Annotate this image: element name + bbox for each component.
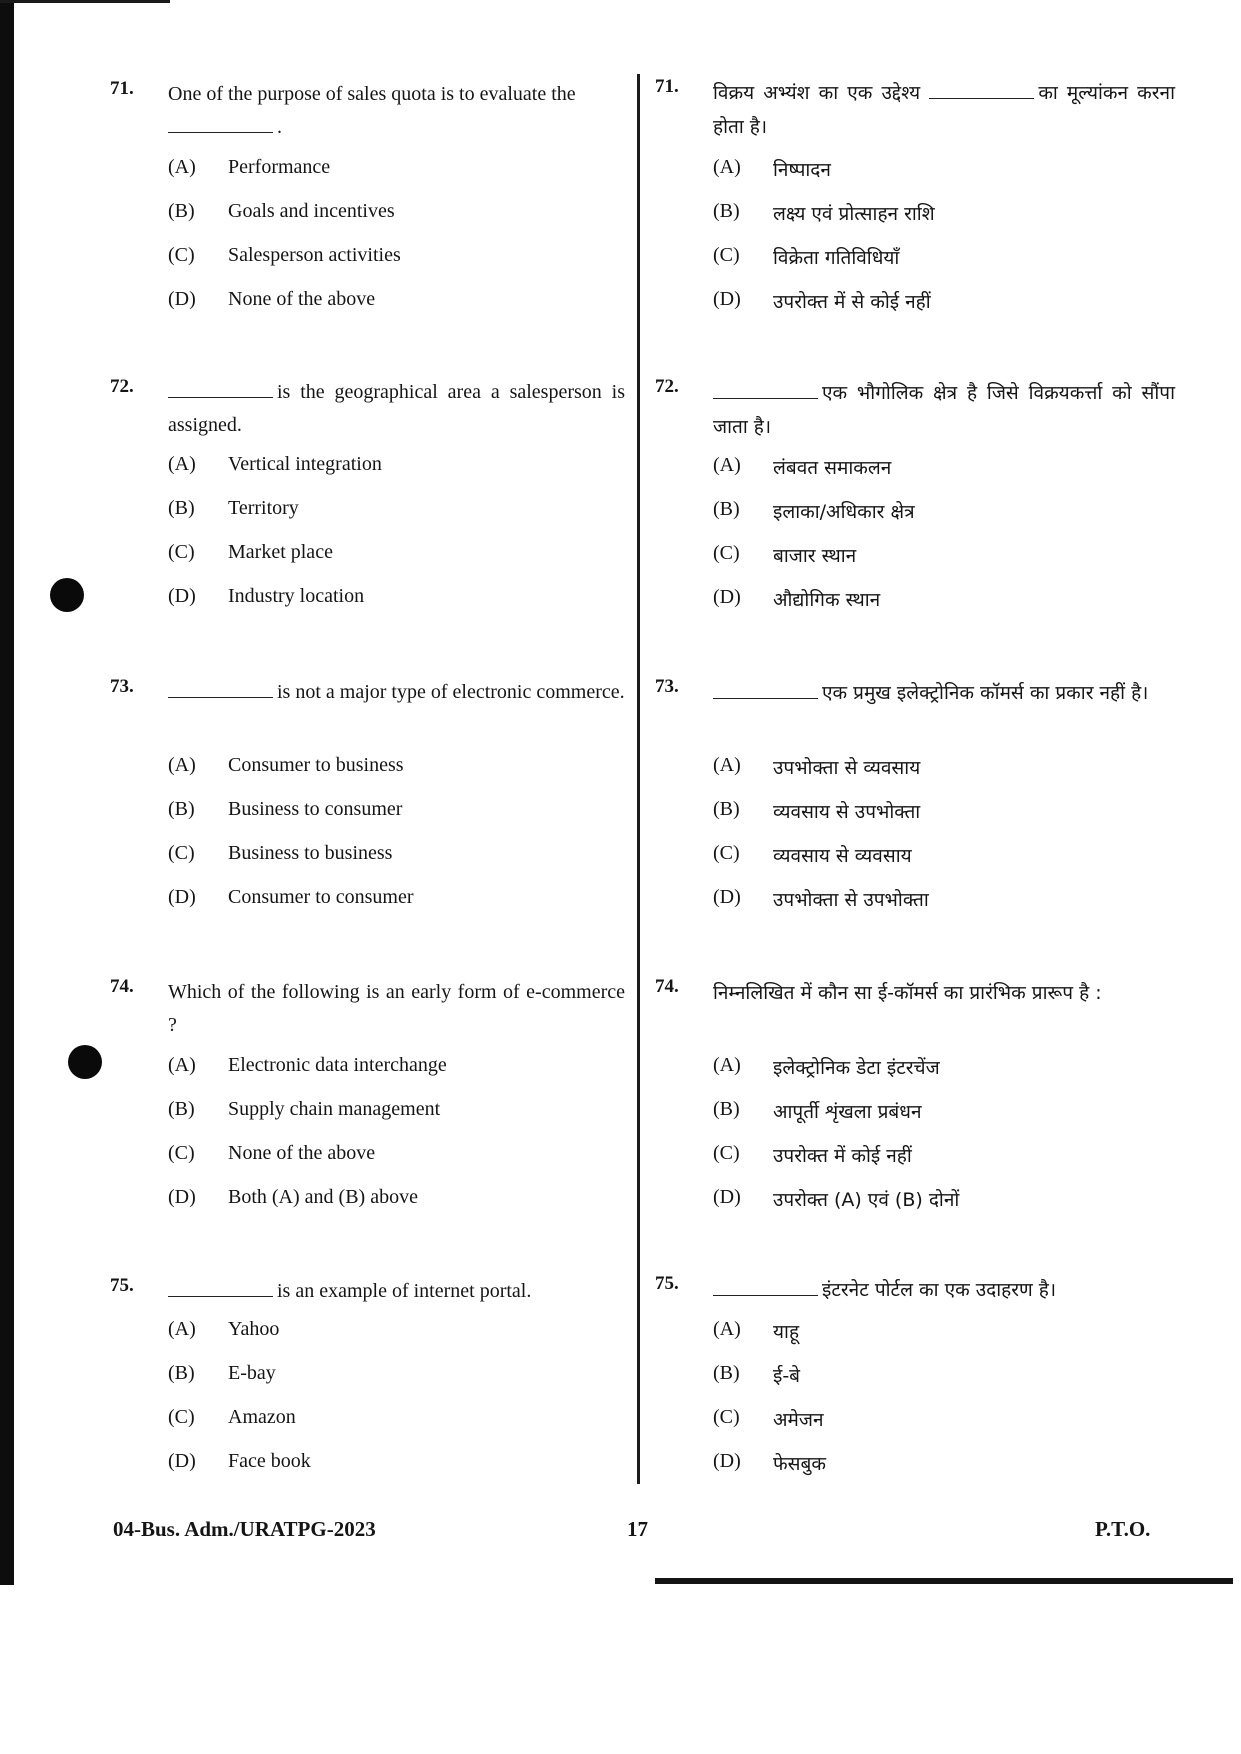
option-text: None of the above bbox=[228, 288, 376, 310]
option-text: Salesperson activities bbox=[228, 244, 401, 266]
answer-blank bbox=[168, 379, 273, 398]
option-text: औद्योगिक स्थान bbox=[773, 589, 881, 611]
question-text: निम्नलिखित में कौन सा ई-कॉमर्स का प्रारंभिक प्रारूप है : bbox=[713, 982, 1102, 1004]
question-text-part: One of the purpose of sales quota is to evaluate the bbox=[168, 83, 576, 105]
option-d[interactable] bbox=[168, 585, 625, 615]
option-text: Amazon bbox=[228, 1406, 296, 1428]
option-text: इलेक्ट्रोनिक डेटा इंटरचेंज bbox=[773, 1057, 940, 1079]
option-d[interactable] bbox=[713, 886, 1175, 916]
option-b[interactable] bbox=[168, 1362, 625, 1392]
question-number: 72. bbox=[110, 376, 134, 397]
option-text: Business to business bbox=[228, 842, 393, 864]
question-text-tail: . bbox=[277, 116, 282, 138]
option-c[interactable] bbox=[168, 541, 625, 571]
question-text bbox=[713, 676, 1175, 710]
option-text: None of the above bbox=[228, 1142, 376, 1164]
option-text: Performance bbox=[228, 156, 331, 178]
punch-hole-upper bbox=[50, 578, 84, 612]
option-a[interactable] bbox=[168, 156, 625, 186]
option-text: उपभोक्ता से उपभोक्ता bbox=[773, 889, 929, 911]
option-letter: (B) bbox=[168, 1098, 195, 1120]
paper-code: 04-Bus. Adm./URATPG-2023 bbox=[113, 1517, 376, 1541]
question-number: 75. bbox=[110, 1275, 134, 1296]
option-text: विक्रेता गतिविधियाँ bbox=[773, 247, 900, 269]
option-letter: (A) bbox=[168, 156, 196, 178]
option-letter: (D) bbox=[713, 586, 741, 608]
option-letter: (D) bbox=[713, 288, 741, 310]
option-letter: (D) bbox=[168, 585, 196, 607]
option-d[interactable] bbox=[713, 1186, 1175, 1216]
question-number: 75. bbox=[655, 1273, 679, 1294]
option-b[interactable] bbox=[713, 798, 1175, 828]
option-text: आपूर्ती शृंखला प्रबंधन bbox=[773, 1101, 922, 1123]
question-text bbox=[713, 376, 1175, 444]
option-letter: (B) bbox=[168, 798, 195, 820]
answer-blank bbox=[168, 679, 273, 698]
option-text: Business to consumer bbox=[228, 798, 403, 820]
option-text: बाजार स्थान bbox=[773, 545, 857, 567]
option-text: ई-बे bbox=[773, 1365, 801, 1387]
option-letter: (B) bbox=[713, 1362, 740, 1384]
option-text: फेसबुक bbox=[773, 1453, 826, 1475]
answer-blank bbox=[713, 680, 818, 699]
option-letter: (D) bbox=[713, 1186, 741, 1208]
option-letter: (A) bbox=[713, 156, 741, 178]
option-c[interactable] bbox=[713, 244, 1175, 274]
option-letter: (C) bbox=[713, 244, 740, 266]
option-d[interactable] bbox=[713, 1450, 1175, 1480]
question-number: 71. bbox=[110, 78, 134, 99]
option-c[interactable] bbox=[713, 1142, 1175, 1172]
option-text: व्यवसाय से उपभोक्ता bbox=[773, 801, 921, 823]
option-text: Both (A) and (B) above bbox=[228, 1186, 418, 1208]
option-text: उपरोक्त में से कोई नहीं bbox=[773, 291, 931, 313]
option-letter: (B) bbox=[713, 798, 740, 820]
option-text: उपरोक्त में कोई नहीं bbox=[773, 1145, 912, 1167]
option-text: Consumer to business bbox=[228, 754, 404, 776]
question-text bbox=[168, 78, 625, 144]
option-text: इलाका/अधिकार क्षेत्र bbox=[773, 501, 915, 523]
bottom-rule bbox=[655, 1578, 1233, 1584]
answer-blank bbox=[713, 380, 818, 399]
option-text: उपभोक्ता से व्यवसाय bbox=[773, 757, 921, 779]
question-number: 73. bbox=[110, 676, 134, 697]
question-text-part: का मूल्यांकन करना होता है। bbox=[713, 82, 1175, 138]
option-d[interactable] bbox=[168, 886, 625, 916]
option-c[interactable] bbox=[713, 1406, 1175, 1436]
option-letter: (A) bbox=[713, 754, 741, 776]
option-text: E-bay bbox=[228, 1362, 276, 1384]
option-letter: (C) bbox=[713, 1406, 740, 1428]
option-d[interactable] bbox=[713, 288, 1175, 318]
option-letter: (A) bbox=[713, 1318, 741, 1340]
pto-label: P.T.O. bbox=[1095, 1517, 1151, 1541]
option-letter: (D) bbox=[168, 886, 196, 908]
option-b[interactable] bbox=[713, 200, 1175, 230]
option-text: Industry location bbox=[228, 585, 365, 607]
option-letter: (A) bbox=[168, 453, 196, 475]
question-number: 72. bbox=[655, 376, 679, 397]
option-text: याहू bbox=[773, 1321, 800, 1343]
option-b[interactable] bbox=[168, 200, 625, 230]
option-c[interactable] bbox=[168, 1142, 625, 1172]
option-text: उपरोक्त (A) एवं (B) दोनों bbox=[773, 1189, 960, 1211]
question-text bbox=[168, 676, 625, 709]
option-text: Vertical integration bbox=[228, 453, 382, 475]
option-letter: (D) bbox=[713, 886, 741, 908]
option-letter: (B) bbox=[713, 1098, 740, 1120]
question-text bbox=[713, 76, 1175, 144]
option-text: Goals and incentives bbox=[228, 200, 395, 222]
option-d[interactable] bbox=[168, 288, 625, 318]
option-c[interactable] bbox=[713, 842, 1175, 872]
answer-blank bbox=[168, 1278, 273, 1297]
option-a[interactable] bbox=[168, 1318, 625, 1348]
option-b[interactable] bbox=[713, 1362, 1175, 1392]
option-letter: (C) bbox=[168, 842, 195, 864]
option-letter: (C) bbox=[168, 1142, 195, 1164]
option-text: Territory bbox=[228, 497, 299, 519]
option-letter: (C) bbox=[713, 542, 740, 564]
option-d[interactable] bbox=[168, 1186, 625, 1216]
option-a[interactable] bbox=[168, 453, 625, 483]
option-b[interactable] bbox=[168, 798, 625, 828]
option-a[interactable] bbox=[168, 1054, 625, 1084]
question-text-head: विक्रय अभ्यंश का एक उद्देश्य bbox=[713, 82, 921, 104]
option-letter: (A) bbox=[168, 1054, 196, 1076]
answer-blank bbox=[713, 1277, 818, 1296]
question-number: 71. bbox=[655, 76, 679, 97]
option-text: लंबवत समाकलन bbox=[773, 457, 892, 479]
punch-hole-lower bbox=[68, 1045, 102, 1079]
option-c[interactable] bbox=[168, 1406, 625, 1436]
scan-edge-left bbox=[0, 0, 14, 1585]
option-text: व्यवसाय से व्यवसाय bbox=[773, 845, 912, 867]
option-letter: (D) bbox=[168, 1186, 196, 1208]
question-number: 74. bbox=[110, 976, 134, 997]
option-b[interactable] bbox=[713, 1098, 1175, 1128]
option-b[interactable] bbox=[713, 498, 1175, 528]
question-text bbox=[168, 1275, 625, 1308]
page-number: 17 bbox=[627, 1517, 648, 1541]
question-text: Which of the following is an early form of e-commerce ? bbox=[168, 981, 625, 1036]
question-text-part: is the geographical area a salesperson is assigned. bbox=[168, 381, 625, 436]
option-d[interactable] bbox=[168, 1450, 625, 1480]
option-text: Supply chain management bbox=[228, 1098, 441, 1120]
option-letter: (C) bbox=[168, 244, 195, 266]
option-text: Consumer to consumer bbox=[228, 886, 414, 908]
option-c[interactable] bbox=[713, 542, 1175, 572]
option-letter: (B) bbox=[168, 200, 195, 222]
option-letter: (C) bbox=[168, 1406, 195, 1428]
option-a[interactable] bbox=[713, 156, 1175, 186]
column-divider bbox=[637, 74, 640, 1484]
option-letter: (D) bbox=[168, 288, 196, 310]
option-b[interactable] bbox=[168, 1098, 625, 1128]
answer-blank bbox=[168, 114, 273, 133]
question-text-part: एक प्रमुख इलेक्ट्रोनिक कॉमर्स का प्रकार नहीं है। bbox=[822, 682, 1149, 704]
question-number: 74. bbox=[655, 976, 679, 997]
option-text: लक्ष्य एवं प्रोत्साहन राशि bbox=[773, 203, 935, 225]
option-letter: (D) bbox=[713, 1450, 741, 1472]
option-a[interactable] bbox=[168, 754, 625, 784]
option-a[interactable] bbox=[713, 454, 1175, 484]
question-text bbox=[713, 1273, 1175, 1307]
option-text: निष्पादन bbox=[773, 159, 831, 181]
option-letter: (C) bbox=[713, 842, 740, 864]
option-text: अमेजन bbox=[773, 1409, 824, 1431]
question-text-part: इंटरनेट पोर्टल का एक उदाहरण है। bbox=[822, 1279, 1057, 1301]
option-letter: (D) bbox=[168, 1450, 196, 1472]
option-text: Yahoo bbox=[228, 1318, 280, 1340]
option-letter: (B) bbox=[713, 498, 740, 520]
question-text-part: is not a major type of electronic commerce. bbox=[277, 681, 625, 703]
option-c[interactable] bbox=[168, 244, 625, 274]
option-letter: (B) bbox=[168, 1362, 195, 1384]
option-letter: (C) bbox=[168, 541, 195, 563]
question-number: 73. bbox=[655, 676, 679, 697]
question-text bbox=[168, 376, 625, 442]
option-text: Face book bbox=[228, 1450, 311, 1472]
question-text-part: एक भौगोलिक क्षेत्र है जिसे विक्रयकर्त्ता को सौंपा जाता है। bbox=[713, 382, 1175, 438]
option-d[interactable] bbox=[713, 586, 1175, 616]
option-letter: (A) bbox=[168, 1318, 196, 1340]
option-letter: (A) bbox=[168, 754, 196, 776]
option-a[interactable] bbox=[713, 754, 1175, 784]
scan-edge-top bbox=[0, 0, 170, 3]
answer-blank bbox=[929, 80, 1034, 99]
option-a[interactable] bbox=[713, 1054, 1175, 1084]
option-letter: (B) bbox=[713, 200, 740, 222]
option-text: Electronic data interchange bbox=[228, 1054, 447, 1076]
option-letter: (A) bbox=[713, 454, 741, 476]
option-c[interactable] bbox=[168, 842, 625, 872]
option-b[interactable] bbox=[168, 497, 625, 527]
question-text-part: is an example of internet portal. bbox=[277, 1280, 532, 1302]
option-letter: (B) bbox=[168, 497, 195, 519]
option-text: Market place bbox=[228, 541, 333, 563]
option-letter: (A) bbox=[713, 1054, 741, 1076]
option-letter: (C) bbox=[713, 1142, 740, 1164]
option-a[interactable] bbox=[713, 1318, 1175, 1348]
